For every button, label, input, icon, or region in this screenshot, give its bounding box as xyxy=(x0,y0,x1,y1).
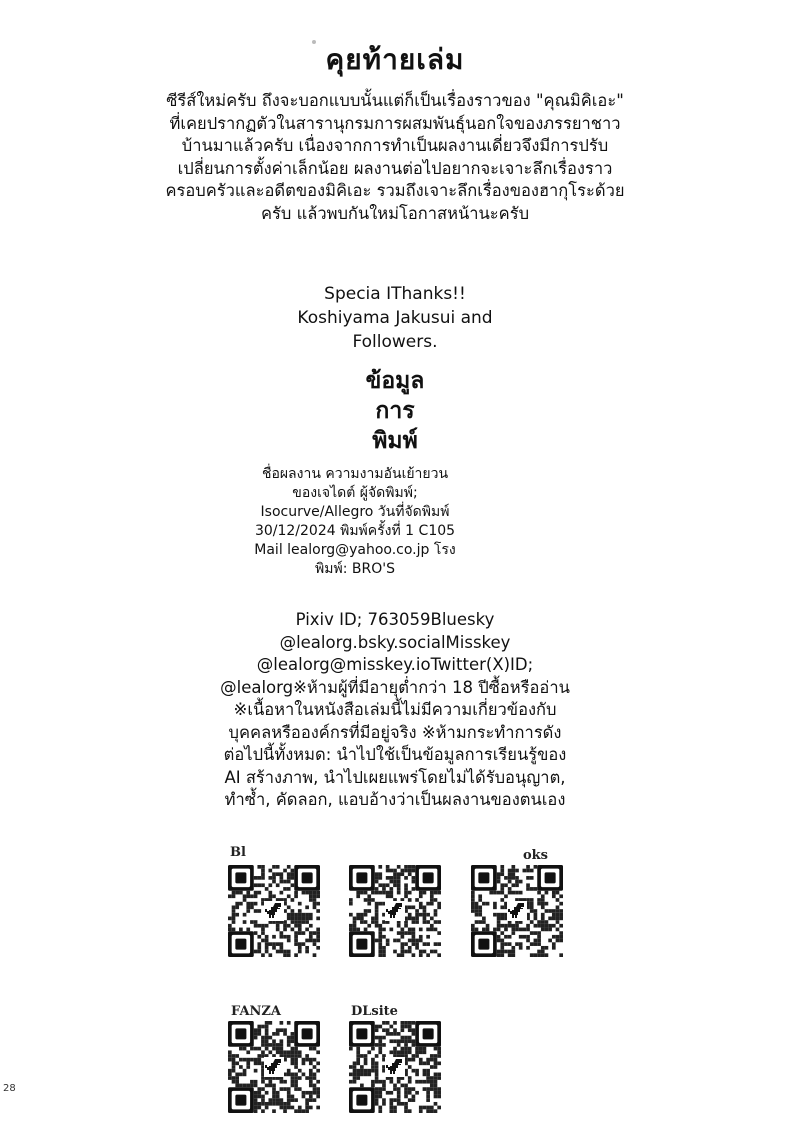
dinosaur-icon xyxy=(507,901,527,921)
dinosaur-icon xyxy=(385,901,405,921)
publication-heading-line-2: การ xyxy=(375,398,415,424)
publication-heading-line-1: ข้อมูล xyxy=(365,368,425,394)
publication-heading xyxy=(315,366,475,456)
qr-code-5[interactable] xyxy=(349,1021,441,1113)
qr-pattern xyxy=(349,1021,441,1113)
thanks-line-3: Followers. xyxy=(352,332,438,352)
qr-label-5: DLsite xyxy=(351,1004,398,1019)
qr-label-3: oks xyxy=(523,848,548,863)
qr-label-1: Bl xyxy=(230,845,246,860)
qr-pattern xyxy=(471,865,563,957)
qr-pattern xyxy=(228,1021,320,1113)
qr-label-4: FANZA xyxy=(231,1004,282,1019)
social-ids-and-notices: Pixiv ID; 763059Bluesky @lealorg.bsky.socialMisskey @lealorg@misskey.ioTwitter(X)ID; @lealorg※ห้ามผู้ที่มีอายุต่ำกว่า 18 ปีซื้อหรืออ่าน ※เนื้อหาในหนังสือเล่มนี้ไม่มีความเกี่ยวข้องกับบุคคลหรือองค์กรที่มีอยู่จริง ※ห้ามกระทำการดังต่อไปนี้ทั้งหมด: นำไปใช้เป็นข้อมูลการเรียนรู้ของ AI สร้างภาพ, นำไปเผยแพร่โดยไม่ได้รับอนุญาต, ทำซ้ำ, คัดลอก, แอบอ้างว่าเป็นผลงานของตนเอง xyxy=(220,610,570,809)
qr-pattern xyxy=(228,865,320,957)
thanks-line-1: Specia IThanks!! xyxy=(324,284,466,304)
publication-heading-line-3: พิมพ์ xyxy=(372,428,418,454)
qr-code-4[interactable] xyxy=(228,1021,320,1113)
thanks-line-2: Koshiyama Jakusui and xyxy=(297,308,493,328)
special-thanks xyxy=(245,282,545,354)
qr-pattern xyxy=(349,865,441,957)
afterword-text: ซีรีส์ใหม่ครับ ถึงจะบอกแบบนั้นแต่ก็เป็นเรื่องราวของ "คุณมิคิเอะ" ที่เคยปรากฏตัวในสารานุกรมการผสมพันธุ์นอกใจของภรรยาชาวบ้านมาแล้วครับ เนื่องจากการทำเป็นผลงานเดี่ยวจึงมีการปรับเปลี่ยนการตั้งค่าเล็กน้อย ผลงานต่อไปอยากจะเจาะลึกเรื่องราวครอบครัวและอดีตของมิคิเอะ รวมถึงเจาะลึกเรื่องของฮากุโระด้วยครับ แล้วพบกันใหม่โอกาสหน้านะครับ xyxy=(165,91,625,223)
qr-code-1[interactable] xyxy=(228,865,320,957)
paper-speck xyxy=(312,40,316,44)
publication-info: ชื่อผลงาน ความงามอันเย้ายวนของเจไดต์ ผู้จัดพิมพ์; Isocurve/Allegro วันที่จัดพิมพ์ 30/12/2024 พิมพ์ครั้งที่ 1 C105 Mail lealorg@yahoo.co.jp โรงพิมพ์: BRO'S xyxy=(254,466,456,577)
qr-code-2[interactable] xyxy=(349,865,441,957)
dinosaur-icon xyxy=(385,1057,405,1077)
qr-code-3[interactable] xyxy=(471,865,563,957)
page-title: คุยท้ายเล่ม xyxy=(325,43,465,76)
page-number: 28 xyxy=(3,1083,16,1094)
dinosaur-icon xyxy=(264,901,284,921)
dinosaur-icon xyxy=(264,1057,284,1077)
